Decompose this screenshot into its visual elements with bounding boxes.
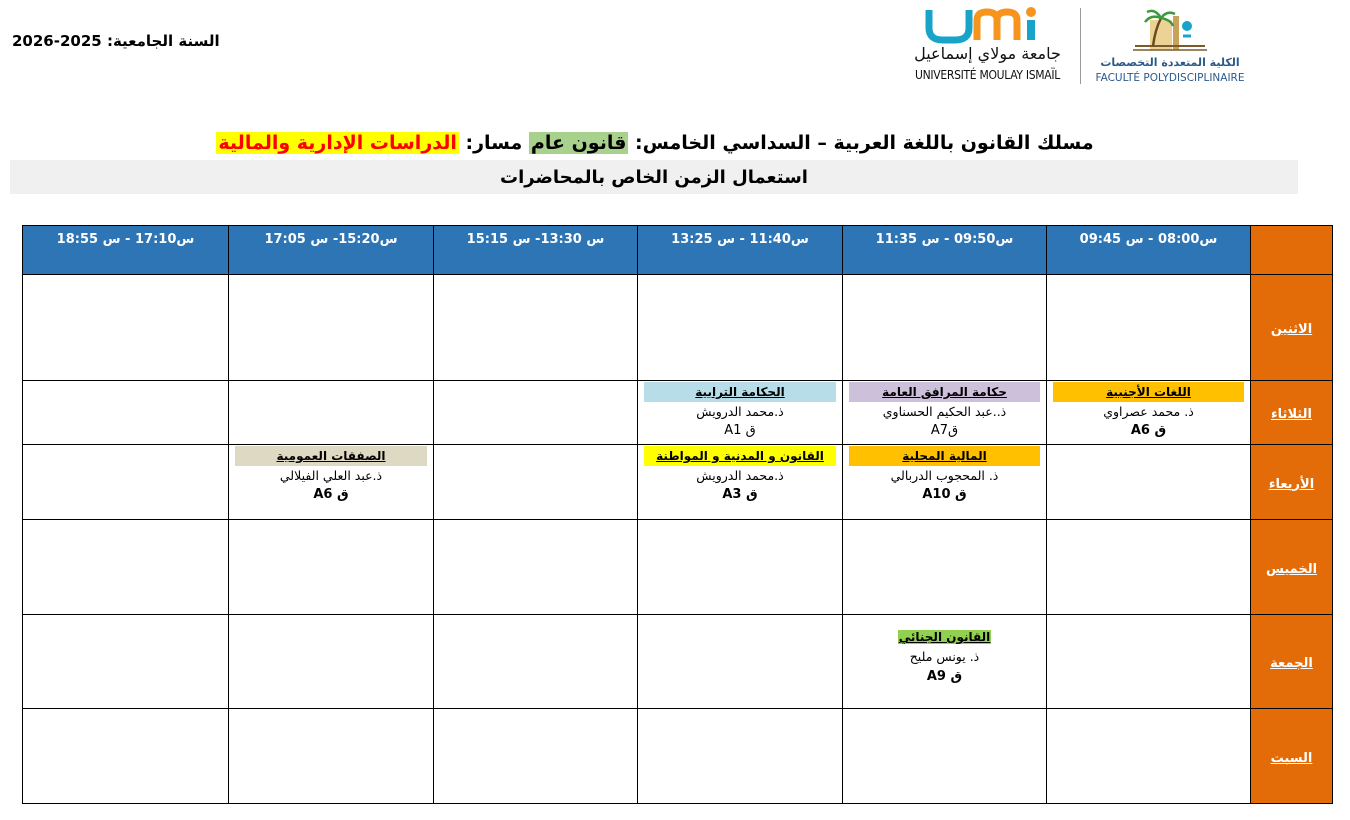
- day-label: الثلاثاء: [1271, 407, 1312, 422]
- umi-french-name: UNIVERSITÉ MOULAY ISMAÏL: [915, 68, 1060, 82]
- page-title: [0, 128, 1310, 158]
- day-label: الاثنين: [1270, 322, 1313, 337]
- faculty-french-name: FACULTÉ POLYDISCIPLINAIRE: [1095, 72, 1245, 84]
- slot-cell: [1047, 275, 1251, 381]
- course-name: القانون و المدنية و المواطنة: [644, 446, 836, 466]
- title-branch: قانون عام: [530, 132, 627, 154]
- header-corner: [1251, 226, 1333, 275]
- course-room: ق A9: [926, 669, 963, 684]
- day-cell-friday: [1251, 615, 1333, 709]
- course-room: قA7: [930, 423, 959, 438]
- umi-wordmark-icon: [925, 6, 1050, 44]
- day-cell-thursday: [1251, 520, 1333, 615]
- slot-cell: [638, 615, 843, 709]
- course-room: ق A6: [313, 487, 349, 502]
- day-cell-wednesday: [1251, 445, 1333, 520]
- title-main: مسلك القانون باللغة العربية – السداسي الخامس:: [635, 132, 1094, 154]
- slot-cell: [23, 520, 229, 615]
- day-row-wednesday: [23, 445, 1333, 520]
- course-professor: ذ. يونس مليح: [909, 649, 980, 664]
- slot-cell: [843, 709, 1047, 804]
- slot-cell: [843, 445, 1047, 520]
- slot-cell: [638, 381, 843, 445]
- slot-cell: [434, 709, 638, 804]
- slot-cell: [638, 445, 843, 520]
- slot-header-3: س11:40 - س 13:25: [638, 226, 843, 275]
- slot-cell: [229, 615, 434, 709]
- slot-header-2: س09:50 - س 11:35: [843, 226, 1047, 275]
- slot-cell: [1047, 520, 1251, 615]
- slot-cell: [434, 520, 638, 615]
- day-row-saturday: [23, 709, 1333, 804]
- course-name: اللغات الأجنبية: [1053, 382, 1244, 402]
- slot-cell: [229, 520, 434, 615]
- slot-cell: [843, 615, 1047, 709]
- course-name: القانون الجنائي: [898, 630, 991, 644]
- course-block: [638, 381, 842, 440]
- slot-cell: [23, 381, 229, 445]
- course-block: [843, 381, 1046, 440]
- umi-arabic-name: جامعة مولاي إسماعيل: [914, 44, 1061, 63]
- course-block: [1047, 381, 1250, 440]
- slot-cell: [843, 381, 1047, 445]
- slot-cell: [843, 520, 1047, 615]
- academic-year: السنة الجامعية: 2025-2026: [12, 32, 220, 50]
- course-room: ق A3: [722, 487, 758, 502]
- slot-header-5: س15:20- س 17:05: [229, 226, 434, 275]
- title-track-label: مسار:: [465, 132, 523, 154]
- course-professor: ذ. محمد عصراوي: [1103, 404, 1194, 419]
- day-label: الجمعة: [1270, 656, 1313, 671]
- day-label: السبت: [1270, 750, 1313, 766]
- slot-cell: [229, 381, 434, 445]
- day-cell-tuesday: [1251, 381, 1333, 445]
- slot-cell: [23, 709, 229, 804]
- day-row-monday: [23, 275, 1333, 381]
- day-cell-monday: [1251, 275, 1333, 381]
- day-cell-saturday: [1251, 709, 1333, 804]
- slot-cell: [638, 709, 843, 804]
- course-name: الحكامة الترابية: [644, 382, 836, 402]
- faculty-arabic-name: الكلية المتعددة التخصصات: [1100, 56, 1240, 69]
- course-name: حكامة المرافق العامة: [849, 382, 1040, 402]
- slot-cell: [23, 445, 229, 520]
- course-professor: ذ.محمد الدرويش: [696, 468, 784, 483]
- day-label: الخميس: [1265, 561, 1318, 577]
- slot-cell: [434, 275, 638, 381]
- page-subtitle: استعمال الزمن الخاص بالمحاضرات: [10, 160, 1298, 194]
- course-room: ق A10: [922, 487, 967, 502]
- logo-separator: [1080, 8, 1081, 84]
- slot-header-4: س 13:30- س 15:15: [434, 226, 638, 275]
- course-professor: ذ. المحجوب الدربالي: [890, 468, 999, 483]
- course-room: ق A6: [1130, 423, 1167, 438]
- slot-cell: [1047, 709, 1251, 804]
- day-label: الأربعاء: [1268, 476, 1315, 492]
- title-track: الدراسات الإدارية والمالية: [218, 132, 457, 154]
- course-block: [229, 445, 433, 504]
- slot-header-1: س08:00 - س 09:45: [1047, 226, 1251, 275]
- day-row-friday: [23, 615, 1333, 709]
- slot-cell: [23, 615, 229, 709]
- course-name: الصفقات العمومية: [235, 446, 427, 466]
- course-block: [843, 445, 1046, 504]
- course-name: المالية المحلية: [849, 446, 1040, 466]
- day-row-thursday: [23, 520, 1333, 615]
- palm-tree-icon: [1095, 6, 1245, 56]
- slot-cell: [843, 275, 1047, 381]
- course-block: [843, 615, 1046, 688]
- timetable: [22, 225, 1333, 804]
- slot-cell: [1047, 445, 1251, 520]
- slot-cell: [1047, 381, 1251, 445]
- slot-cell: [434, 381, 638, 445]
- umi-logo: [905, 6, 1070, 88]
- slot-cell: [229, 709, 434, 804]
- slot-cell: [434, 445, 638, 520]
- slot-cell: [23, 275, 229, 381]
- slot-cell: [638, 275, 843, 381]
- slot-cell: [638, 520, 843, 615]
- slot-cell: [229, 275, 434, 381]
- slot-header-6: س17:10 - س 18:55: [23, 226, 229, 275]
- slot-cell: [229, 445, 434, 520]
- course-professor: ذ.محمد الدرويش: [696, 404, 784, 419]
- course-room: ق A1: [724, 423, 756, 438]
- course-professor: ذ.عبد العلي الفيلالي: [279, 468, 383, 483]
- slot-cell: [434, 615, 638, 709]
- slot-cell: [1047, 615, 1251, 709]
- day-row-tuesday: [23, 381, 1333, 445]
- faculty-logo: [1095, 6, 1245, 88]
- course-block: [638, 445, 842, 504]
- timetable-header-row: [23, 226, 1333, 275]
- course-professor: ذ..عبد الحكيم الحسناوي: [882, 404, 1007, 419]
